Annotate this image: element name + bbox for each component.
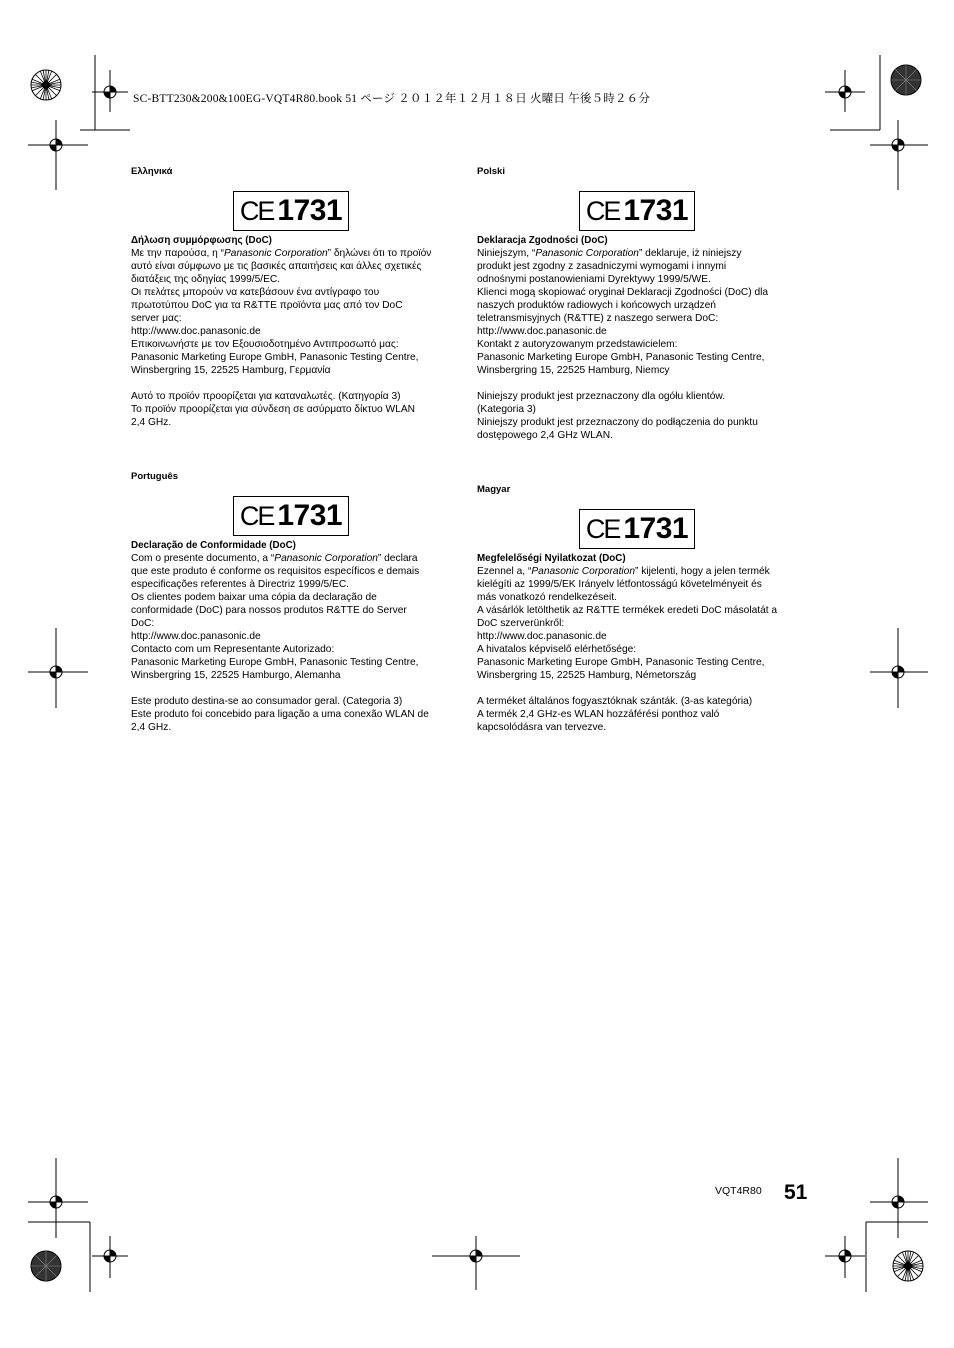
text-line: odnośnymi postanowieniami Dyrektywy 1999/5/WE. xyxy=(477,274,711,285)
text-line: Winsbergring 15, 22525 Hamburg, Németország xyxy=(477,670,697,681)
text-line: A hivatalos képviselő elérhetősége: xyxy=(477,644,637,655)
doc-text xyxy=(131,552,456,734)
text-line: Com o presente documento, a “Panasonic Corporation” declara xyxy=(131,553,418,564)
text-line: αυτό είναι σύμφωνο με τις βασικές απαιτήσεις και άλλες σχετικές xyxy=(131,261,422,272)
text-line: http://www.doc.panasonic.de xyxy=(477,631,607,642)
doc-text xyxy=(477,247,802,442)
text-line: Panasonic Marketing Europe GmbH, Panasonic Testing Centre, xyxy=(477,352,765,363)
text-line: Ezennel a, “Panasonic Corporation” kijelenti, hogy a jelen termék xyxy=(477,566,770,577)
text-line: πρωτοτύπου DoC για τα R&TTE προϊόντα μας από τον DoC xyxy=(131,300,403,311)
text-line: Επικοινωνήστε με τον Εξουσιοδοτημένο Αντιπροσωπό μας: xyxy=(131,339,399,350)
text-line: Winsbergring 15, 22525 Hamburg, Γερμανία xyxy=(131,365,331,376)
language-heading: Português xyxy=(131,471,178,482)
text-line: dostępowego 2,4 GHz WLAN. xyxy=(477,430,613,441)
text-line: A terméket általános fogyasztóknak szánták. (3-as kategória) xyxy=(477,696,753,707)
text-line: Os clientes podem baixar uma cópia da declaração de xyxy=(131,592,377,603)
text-line: 2,4 GHz. xyxy=(131,722,172,733)
text-line xyxy=(477,682,802,695)
text-line: que este produto é conforme os requisitos específicos e demais xyxy=(131,566,420,577)
ce-mark-label xyxy=(579,191,695,231)
section-polish xyxy=(477,166,802,442)
text-line: διατάξεις της οδηγίας 1999/5/EC. xyxy=(131,274,281,285)
text-line: Panasonic Marketing Europe GmbH, Panasonic Testing Centre, xyxy=(477,657,765,668)
text-line: http://www.doc.panasonic.de xyxy=(131,631,261,642)
doc-text xyxy=(477,565,802,734)
text-line: naszych produktów radiowych i końcowych urządzeń xyxy=(477,300,716,311)
text-line: Este produto destina-se ao consumador geral. (Categoria 3) xyxy=(131,696,403,707)
section-hungarian xyxy=(477,484,802,734)
text-line xyxy=(131,377,456,390)
section-portuguese xyxy=(131,471,456,734)
text-line: Panasonic Marketing Europe GmbH, Panasonic Testing Centre, xyxy=(131,657,419,668)
text-line: Winsbergring 15, 22525 Hamburg, Niemcy xyxy=(477,365,670,376)
text-line: Winsbergring 15, 22525 Hamburgo, Alemanha xyxy=(131,670,341,681)
ce-logo: CE xyxy=(239,195,274,226)
text-line: produkt jest zgodny z zasadniczymi wymogami i innymi xyxy=(477,261,727,272)
language-heading: Magyar xyxy=(477,484,511,495)
text-line: server μας: xyxy=(131,313,182,324)
text-line: especificações referentes à Directriz 1999/5/EC. xyxy=(131,579,350,590)
doc-text xyxy=(131,247,456,429)
ce-logo: CE xyxy=(239,500,274,531)
document-code: VQT4R80 xyxy=(715,1185,762,1197)
text-line: Οι πελάτες μπορούν να κατεβάσουν ένα αντίγραφο του xyxy=(131,287,380,298)
ce-logo: CE xyxy=(585,195,620,226)
text-line: Contacto com um Representante Autorizado: xyxy=(131,644,335,655)
text-line: Το προϊόν προορίζεται για σύνδεση σε ασύρματο δίκτυο WLAN xyxy=(131,404,415,415)
text-line: A vásárlók letölthetik az R&TTE termékek eredeti DoC másolatát a xyxy=(477,605,778,616)
section-greek xyxy=(131,166,456,429)
text-line: 2,4 GHz. xyxy=(131,417,172,428)
text-line: kielégíti az 1999/5/EK Irányelv létfontosságú követelményeit és xyxy=(477,579,762,590)
text-line: (Kategoria 3) xyxy=(477,404,536,415)
book-file-header: SC-BTT230&200&100EG-VQT4R80.book 51 ページ ２０１２年１２月１８日 火曜日 午後５時２６分 xyxy=(133,93,651,105)
text-line: DoC szerverünkről: xyxy=(477,618,565,629)
ce-mark-label xyxy=(579,509,695,549)
text-line xyxy=(477,377,802,390)
notified-body-number: 1731 xyxy=(277,499,343,532)
text-line: Αυτό το προϊόν προορίζεται για καταναλωτές. (Κατηγορία 3) xyxy=(131,391,401,402)
text-line: Panasonic Marketing Europe GmbH, Panasonic Testing Centre, xyxy=(131,352,419,363)
text-line: DoC: xyxy=(131,618,155,629)
doc-title: Megfelelőségi Nyilatkozat (DoC) xyxy=(477,553,626,564)
text-line: http://www.doc.panasonic.de xyxy=(131,326,261,337)
doc-title: Declaração de Conformidade (DoC) xyxy=(131,540,296,551)
page-number: 51 xyxy=(784,1181,808,1204)
language-heading: Polski xyxy=(477,166,505,177)
text-line: kapcsolódásra van tervezve. xyxy=(477,722,607,733)
text-line: Niniejszym, “Panasonic Corporation” deklaruje, iż niniejszy xyxy=(477,248,742,259)
ce-mark-label xyxy=(233,191,349,231)
text-line: Niniejszy produkt jest przeznaczony do podłączenia do punktu xyxy=(477,417,758,428)
ce-mark-label xyxy=(233,496,349,536)
text-line xyxy=(131,682,456,695)
ce-logo: CE xyxy=(585,513,620,544)
notified-body-number: 1731 xyxy=(277,194,343,227)
text-line: Klienci mogą skopiować oryginał Deklaracji Zgodności (DoC) dla xyxy=(477,287,769,298)
text-line: http://www.doc.panasonic.de xyxy=(477,326,607,337)
text-line: Niniejszy produkt jest przeznaczony dla ogółu klientów. xyxy=(477,391,726,402)
doc-title: Deklaracja Zgodności (DoC) xyxy=(477,235,608,246)
text-line: conformidade (DoC) para nossos produtos R&TTE do Server xyxy=(131,605,407,616)
language-heading: Ελληνικά xyxy=(131,166,173,177)
text-line: A termék 2,4 GHz-es WLAN hozzáférési ponthoz való xyxy=(477,709,720,720)
notified-body-number: 1731 xyxy=(623,194,689,227)
text-line: Kontakt z autoryzowanym przedstawicielem: xyxy=(477,339,678,350)
text-line: Με την παρούσα, η “Panasonic Corporation” δηλώνει ότι το προϊόν xyxy=(131,248,432,259)
notified-body-number: 1731 xyxy=(623,512,689,545)
doc-title: Δήλωση συμμόρφωσης (DoC) xyxy=(131,235,272,246)
text-line: más vonatkozó rendelkezéseit. xyxy=(477,592,617,603)
text-line: teletransmisyjnych (R&TTE) z naszego serwera DoC: xyxy=(477,313,719,324)
text-line: Este produto foi concebido para ligação a uma conexão WLAN de xyxy=(131,709,429,720)
